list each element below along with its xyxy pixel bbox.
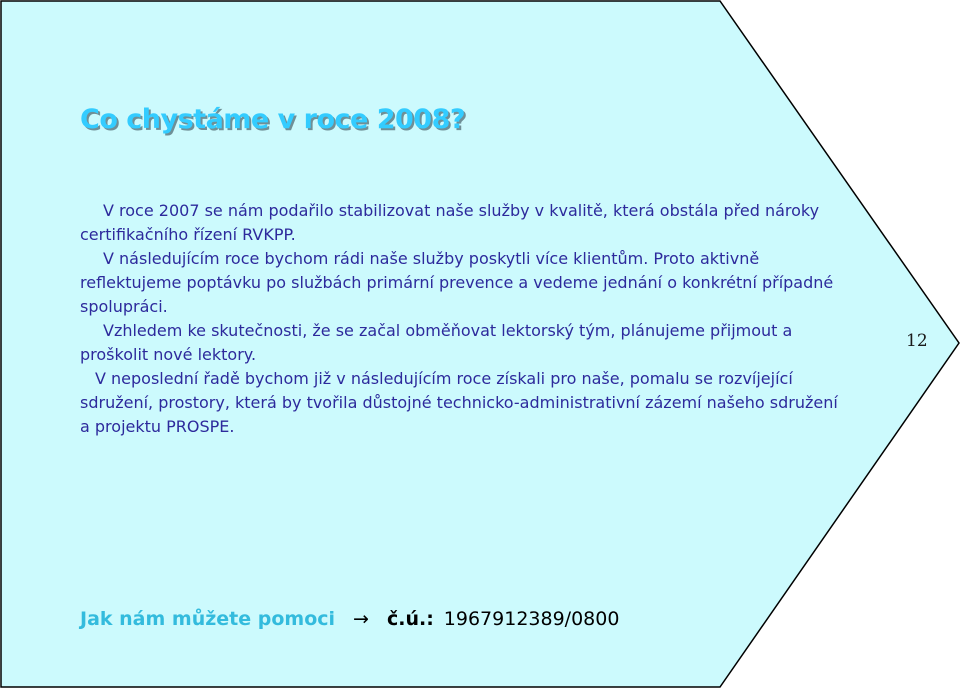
paragraph-new-lectors: Vzhledem ke skutečnosti, že se začal obměňovat lektorský tým, plánujeme přijmout a proškolit nové lektory.: [80, 321, 793, 364]
paragraph-stabilization: V roce 2007 se nám podařilo stabilizovat naše služby v kvalitě, která obstála před nároky certifikačního řízení RVKPP.: [80, 201, 820, 244]
slide-body: [80, 199, 840, 439]
footer: [80, 608, 619, 630]
paragraph-more-clients: V následujícím roce bychom rádi naše služby poskytli více klientům. Proto aktivně reflektujeme poptávku po službách primární prevence a vedeme jednání o konkrétní případné spolupráci.: [80, 249, 834, 316]
page-number: 12: [906, 331, 928, 351]
account-number: 1967912389/0800: [443, 608, 620, 630]
paragraph-premises: V neposlední řadě bychom již v následujícím roce získali pro naše, pomalu se rozvíjející sdružení, prostory, která by tvořila důstojné technicko-administrativní zázemí našeho sdružení a projektu PROSPE.: [80, 369, 838, 436]
arrow-right-icon: →: [353, 608, 369, 630]
slide-title: Co chystáme v roce 2008?: [80, 104, 466, 135]
account-label: č.ú.:: [386, 608, 434, 630]
help-link[interactable]: Jak nám můžete pomoci: [80, 608, 336, 630]
